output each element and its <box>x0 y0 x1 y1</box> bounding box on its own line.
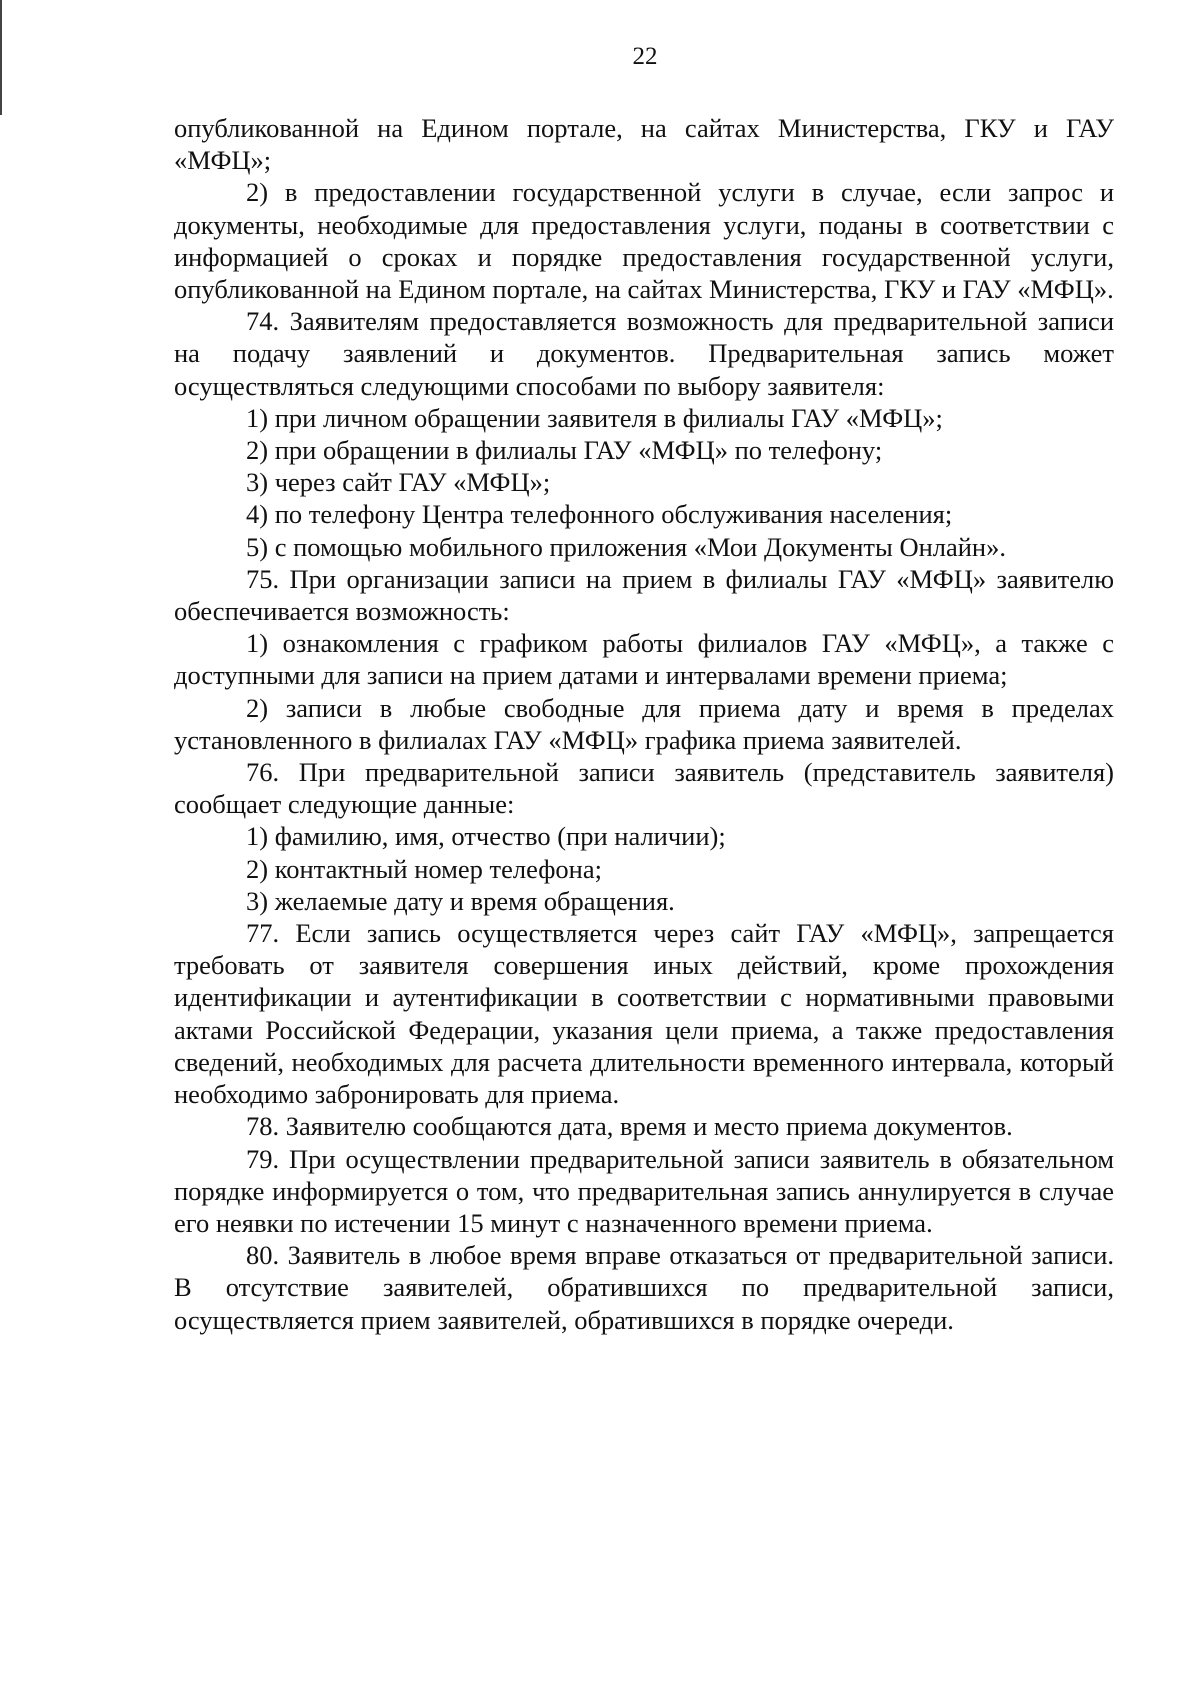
paragraph-80: 80. Заявитель в любое время вправе отказаться от предварительной записи. В отсутствие заявителей, обратившихся по предварительной записи, осуществляется прием заявителей, обратившихся в порядке очереди. <box>174 1240 1114 1335</box>
paragraph-75: 75. При организации записи на прием в филиалы ГАУ «МФЦ» заявителю обеспечивается возможность: <box>174 563 1114 627</box>
page-number: 22 <box>632 43 658 70</box>
list-item: 2) при обращении в филиалы ГАУ «МФЦ» по телефону; <box>246 435 883 466</box>
paragraph-78: 78. Заявителю сообщаются дата, время и место приема документов. <box>246 1111 1013 1142</box>
list-item: 3) через сайт ГАУ «МФЦ»; <box>246 467 551 498</box>
list-item: 2) контактный номер телефона; <box>246 853 602 884</box>
list-item: 1) при личном обращении заявителя в филиалы ГАУ «МФЦ»; <box>246 402 943 433</box>
paragraph: опубликованной на Едином портале, на сайтах Министерства, ГКУ и ГАУ «МФЦ»; <box>174 113 1114 176</box>
paragraph-74: 74. Заявителям предоставляется возможность для предварительной записи на подачу заявлений и документов. Предварительная запись может осуществляться следующими способами по выбору заявителя: <box>174 306 1114 401</box>
list-item: 3) желаемые дату и время обращения. <box>246 885 675 916</box>
list-item: 5) с помощью мобильного приложения «Мои Документы Онлайн». <box>246 531 1006 562</box>
document-body <box>174 112 1114 1336</box>
list-item: 4) по телефону Центра телефонного обслуживания населения; <box>246 499 953 530</box>
paragraph-79: 79. При осуществлении предварительной записи заявитель в обязательном порядке информируется о том, что предварительная запись аннулируется в случае его неявки по истечении 15 минут с назначенного времени приема. <box>174 1143 1114 1238</box>
list-item: 2) записи в любые свободные для приема дату и время в пределах установленного в филиалах ГАУ «МФЦ» графика приема заявителей. <box>174 692 1114 755</box>
paragraph-77: 77. Если запись осуществляется через сайт ГАУ «МФЦ», запрещается требовать от заявителя совершения иных действий, кроме прохождения идентификации и аутентификации в соответствии с нормативными правовыми актами Российской Федерации, указания цели приема, а также предоставления сведений, необходимых для расчета длительности временного интервала, который необходимо забронировать для приема. <box>174 918 1114 1110</box>
paragraph-76: 76. При предварительной записи заявитель (представитель заявителя) сообщает следующие данные: <box>174 757 1114 820</box>
list-item: 1) фамилию, имя, отчество (при наличии); <box>246 821 726 852</box>
paragraph: 2) в предоставлении государственной услуги в случае, если запрос и документы, необходимые для предоставления услуги, поданы в соответствии с информацией о сроках и порядке предоставления государственной услуги, опубликованной на Едином портале, на сайтах Министерства, ГКУ и ГАУ «МФЦ». <box>174 177 1114 305</box>
list-item: 1) ознакомления с графиком работы филиалов ГАУ «МФЦ», а также с доступными для записи на прием датами и интервалами времени приема; <box>174 628 1114 691</box>
